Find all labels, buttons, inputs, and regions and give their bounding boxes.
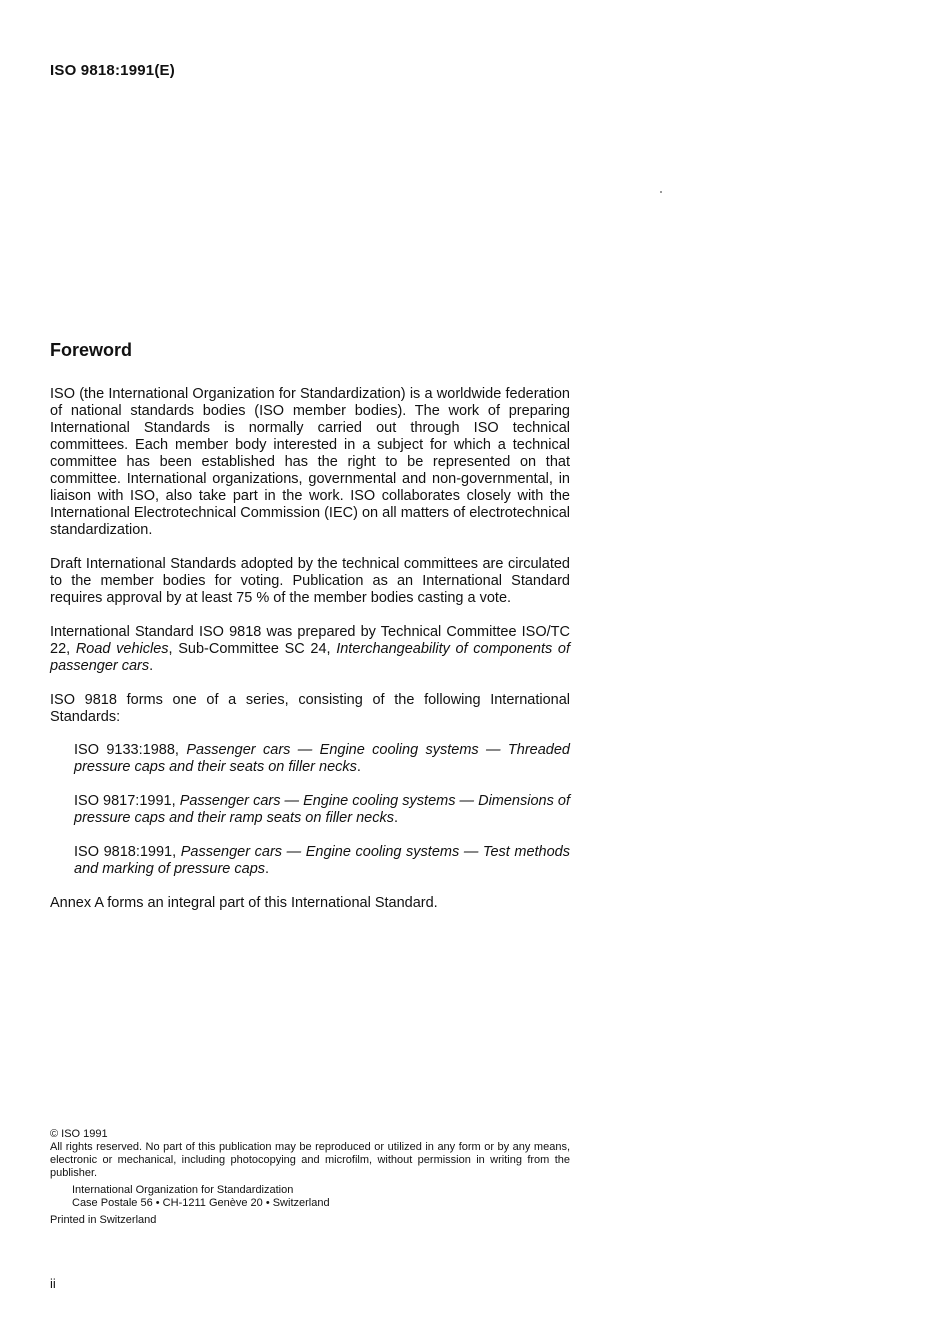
foreword-paragraph-4: ISO 9818 forms one of a series, consisting of the following International Standards: <box>50 692 570 725</box>
list-item <box>74 793 570 827</box>
section-title: Foreword <box>50 340 133 360</box>
document-id: ISO 9818:1991(E) <box>50 62 175 79</box>
standard-title: Passenger cars — Engine cooling systems — Threaded pressure caps and their seats on filler necks <box>74 742 570 775</box>
org-name: International Organization for Standardization <box>72 1184 294 1196</box>
item-end: . <box>393 810 398 826</box>
copyright-notice: © ISO 1991 <box>50 1128 108 1140</box>
sc-name: Interchangeability of components of passenger cars <box>50 641 571 674</box>
prep-middle: , Sub-Committee SC 24, <box>168 641 337 657</box>
copyright-block <box>50 1128 570 1227</box>
prep-prefix: International Standard ISO 9818 was prepared by Technical Committee ISO/TC 22, <box>50 624 570 657</box>
item-end: . <box>265 861 270 877</box>
standard-ref: ISO 9818:1991, <box>74 844 181 860</box>
series-list <box>74 742 570 878</box>
standard-title: Passenger cars — Engine cooling systems — Test methods and marking of pressure caps <box>74 844 570 877</box>
foreword-paragraph-1: ISO (the International Organization for Standardization) is a worldwide federation of national standards bodies (ISO member bodies). The work of preparing International Standards is normally carried out through ISO technical committees. Each member body interested in a subject for which a technical committee has been established has the right to be represented on that committee. International organizations, governmental and non-governmental, in liaison with ISO, also take part in the work. ISO collaborates closely with the International Electrotechnical Commission (IEC) on all matters of electrotechnical standardization. <box>50 386 570 538</box>
foreword-body <box>50 386 570 929</box>
item-end: . <box>356 759 361 775</box>
org-address: Case Postale 56 • CH-1211 Genève 20 • Switzerland <box>72 1197 330 1209</box>
standard-ref: ISO 9133:1988, <box>74 742 187 758</box>
page-number: ii <box>50 1276 56 1291</box>
foreword-paragraph-3 <box>50 624 570 675</box>
list-item <box>74 844 570 878</box>
foreword-paragraph-2: Draft International Standards adopted by the technical committees are circulated to the member bodies for voting. Publication as an International Standard requires approval by at least 75 % of the member bodies casting a vote. <box>50 556 570 606</box>
list-item <box>74 742 570 776</box>
publisher-address <box>50 1184 570 1210</box>
tc-name: Road vehicles <box>75 641 169 657</box>
standard-title: Passenger cars — Engine cooling systems — Dimensions of pressure caps and their ramp seats on filler necks <box>74 793 571 826</box>
printed-in: Printed in Switzerland <box>50 1214 157 1226</box>
standard-ref: ISO 9817:1991, <box>74 793 180 809</box>
prep-suffix: . <box>149 658 154 674</box>
scan-speck <box>660 191 662 193</box>
rights-statement: All rights reserved. No part of this publication may be reproduced or utilized in any form or by any means, electronic or mechanical, including photocopying and microfilm, without permission in writing from the publisher. <box>50 1141 570 1179</box>
foreword-paragraph-5: Annex A forms an integral part of this International Standard. <box>50 895 438 911</box>
